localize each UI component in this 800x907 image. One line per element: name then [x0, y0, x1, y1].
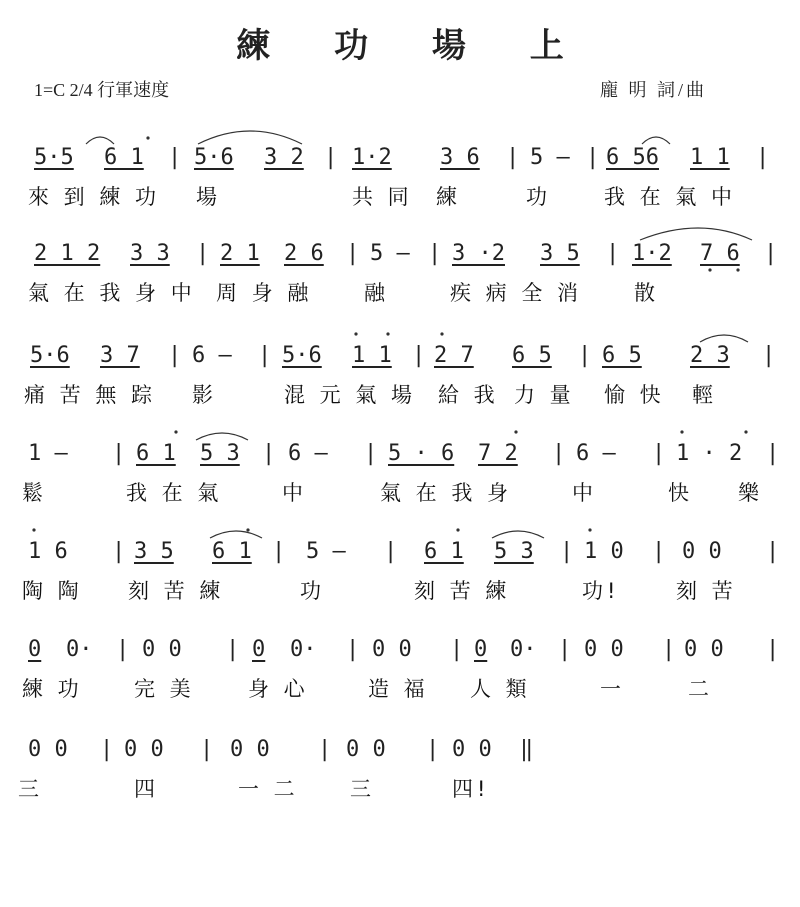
note-group: 2 1 2 [34, 241, 101, 266]
lyric-text: 輕 [692, 383, 717, 407]
lyrics-row [0, 180, 800, 214]
note-group: 2 3 [690, 343, 730, 368]
barline: | [756, 145, 770, 170]
note-group: 0 0 [452, 737, 492, 762]
note-group: 3 6 [440, 145, 480, 170]
lyric-text: 功 [300, 579, 325, 603]
author-credit: 龐 明 詞/曲 [600, 80, 708, 100]
note-group: 3 5 [540, 241, 580, 266]
note-group: 0· [66, 637, 93, 662]
note-group: 5 — [530, 145, 570, 170]
note-group: 0 0 [346, 737, 386, 762]
lyrics-row [0, 378, 800, 412]
lyric-text: 功 [526, 185, 551, 209]
note-group: 6 5 [602, 343, 642, 368]
note-group: 6 56 [606, 145, 659, 170]
note-group: 0 0 [142, 637, 182, 662]
note-group: 2 1 [220, 241, 260, 266]
barline: | [606, 241, 620, 266]
notation-row [0, 236, 800, 272]
lyric-text: 力 量 [514, 383, 575, 407]
note-group: 0 0 [584, 637, 624, 662]
barline: | [762, 343, 776, 368]
lyric-text: 四 [134, 777, 159, 801]
barline: | [652, 441, 666, 466]
lyric-text: 場 [196, 185, 221, 209]
note-group: 3 7 [100, 343, 140, 368]
notation-row [0, 632, 800, 668]
note-group: 6 5 [512, 343, 552, 368]
lyric-text: 來 到 練 功 [28, 185, 161, 209]
barline: | [364, 441, 378, 466]
note-group: 5·6 [282, 343, 322, 368]
barline: | [662, 637, 676, 662]
lyric-text: 陶 陶 [22, 579, 83, 603]
lyric-text: 刻 苦 練 [128, 579, 225, 603]
lyric-text: 一 二 [238, 777, 299, 801]
barline: | [652, 539, 666, 564]
lyric-text: 影 [192, 383, 217, 407]
lyric-text: 練 [436, 185, 461, 209]
barline: | [200, 737, 214, 762]
song-title: 練 功 場 上 [236, 26, 590, 66]
note-group: 3 2 [264, 145, 304, 170]
note-group: 1 6 [28, 539, 68, 564]
barline: | [324, 145, 338, 170]
barline: | [426, 737, 440, 762]
note-group: 0· [510, 637, 537, 662]
lyric-text: 刻 苦 練 [414, 579, 511, 603]
barline: | [586, 145, 600, 170]
lyric-text: 周 身 融 [216, 281, 313, 305]
note-group: 3 3 [130, 241, 170, 266]
note-group: 6 1 [136, 441, 176, 466]
notation-row [0, 140, 800, 176]
barline: | [226, 637, 240, 662]
lyric-text: 散 [634, 281, 659, 305]
note-group: 5·6 [194, 145, 234, 170]
note-group: 6 — [192, 343, 232, 368]
lyric-text: 二 [688, 677, 713, 701]
lyric-text: 中 [572, 481, 597, 505]
score-line [0, 732, 800, 812]
barline: | [558, 637, 572, 662]
barline: | [100, 737, 114, 762]
note-group: 6 — [576, 441, 616, 466]
lyric-text: 鬆 [22, 481, 47, 505]
note-group: 0 0 [372, 637, 412, 662]
note-group: 5 3 [494, 539, 534, 564]
barline: | [116, 637, 130, 662]
note-group: 7 2 [478, 441, 518, 466]
note-group: 5 — [306, 539, 346, 564]
score-line [0, 140, 800, 220]
lyric-text: 混 元 氣 場 [284, 383, 417, 407]
barline: | [196, 241, 210, 266]
note-group: 6 — [288, 441, 328, 466]
barline: | [412, 343, 426, 368]
lyric-text: 刻 苦 [676, 579, 737, 603]
lyric-text: 練 功 [22, 677, 83, 701]
lyric-text: 痛 苦 無 踪 [24, 383, 157, 407]
lyric-text: 我 在 氣 中 [604, 185, 737, 209]
note-group: 1 — [28, 441, 68, 466]
barline: | [766, 539, 780, 564]
barline: | [384, 539, 398, 564]
notation-row [0, 732, 800, 768]
barline: | [318, 737, 332, 762]
lyric-text: 造 福 [368, 677, 429, 701]
lyrics-row [0, 276, 800, 310]
lyric-text: 人 類 [470, 677, 531, 701]
notation-row [0, 338, 800, 374]
note-group: 2 6 [284, 241, 324, 266]
note-group: 1·2 [632, 241, 672, 266]
note-group: 6 1 [104, 145, 144, 170]
note-group: 3 5 [134, 539, 174, 564]
barline: | [262, 441, 276, 466]
barline: | [552, 441, 566, 466]
notation-row [0, 534, 800, 570]
barline: | [764, 241, 778, 266]
barline: | [450, 637, 464, 662]
note-group: 2 7 [434, 343, 474, 368]
score-line [0, 534, 800, 614]
lyric-text: 氣 在 我 身 [380, 481, 513, 505]
barline: | [766, 637, 780, 662]
score-line [0, 236, 800, 316]
barline: | [346, 241, 360, 266]
lyrics-row [0, 476, 800, 510]
note-group: 7 6 [700, 241, 740, 266]
note-group: 0 0 [230, 737, 270, 762]
barline: | [428, 241, 442, 266]
note-group: 0· [290, 637, 317, 662]
note-group: 1·2 [352, 145, 392, 170]
lyric-text: 三 [18, 777, 43, 801]
barline: | [346, 637, 360, 662]
lyric-text: 完 美 [134, 677, 195, 701]
lyric-text: 身 心 [248, 677, 309, 701]
lyric-text: 氣 在 我 身 中 [28, 281, 196, 305]
barline: | [112, 441, 126, 466]
lyrics-row [0, 574, 800, 608]
note-group: 3 ·2 [452, 241, 505, 266]
lyric-text: 四! [452, 777, 490, 801]
note-group: 0 [474, 637, 488, 662]
note-group: 0 [28, 637, 42, 662]
score-line [0, 338, 800, 418]
barline: | [272, 539, 286, 564]
final-barline: ‖ [520, 737, 534, 762]
key-time-tempo: 1=C 2/4 行軍速度 [34, 80, 170, 100]
barline: | [766, 441, 780, 466]
barline: | [258, 343, 272, 368]
lyric-text: 樂 [738, 481, 763, 505]
score-line [0, 632, 800, 712]
barline: | [506, 145, 520, 170]
note-group: 0 0 [28, 737, 68, 762]
note-group: 5 3 [200, 441, 240, 466]
score-line [0, 436, 800, 516]
barline: | [168, 145, 182, 170]
note-group: 5 — [370, 241, 410, 266]
lyric-text: 給 我 [438, 383, 499, 407]
lyric-text: 融 [364, 281, 389, 305]
lyric-text: 快 [668, 481, 693, 505]
lyric-text: 愉 快 [604, 383, 665, 407]
lyric-text: 三 [350, 777, 375, 801]
barline: | [578, 343, 592, 368]
lyric-text: 疾 病 全 消 [450, 281, 583, 305]
note-group: 6 1 [212, 539, 252, 564]
barline: | [112, 539, 126, 564]
note-group: 5·6 [30, 343, 70, 368]
lyric-text: 共 同 [352, 185, 413, 209]
lyrics-row [0, 672, 800, 706]
note-group: 5 · 6 [388, 441, 455, 466]
note-group: 0 0 [682, 539, 722, 564]
note-group: 0 [252, 637, 266, 662]
note-group: 1 1 [690, 145, 730, 170]
lyrics-row [0, 772, 800, 806]
barline: | [560, 539, 574, 564]
lyric-text: 功! [582, 579, 620, 603]
note-group: 1 · 2 [676, 441, 743, 466]
note-group: 0 0 [684, 637, 724, 662]
note-group: 6 1 [424, 539, 464, 564]
note-group: 5·5 [34, 145, 74, 170]
note-group: 1 0 [584, 539, 624, 564]
note-group: 0 0 [124, 737, 164, 762]
lyric-text: 中 [282, 481, 307, 505]
barline: | [168, 343, 182, 368]
note-group: 1 1 [352, 343, 392, 368]
lyric-text: 一 [600, 677, 625, 701]
notation-row [0, 436, 800, 472]
lyric-text: 我 在 氣 [126, 481, 223, 505]
